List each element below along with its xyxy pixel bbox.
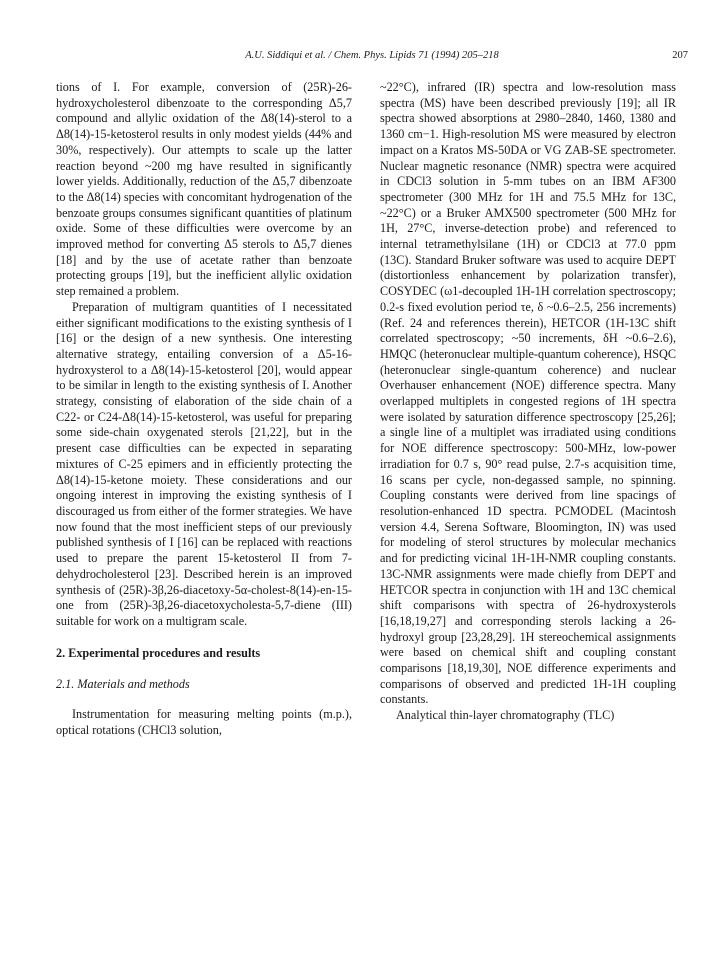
right-paragraph-1: ~22°C), infrared (IR) spectra and low-resolution mass spectra (MS) have been described previously [19]; all IR spectra showed absorptions at 2980–2840, 1460, 1380 and 1360 cm−1. High-resolution MS were measured by electron impact on a Kratos MS-50DA or VG ZAB-SE spectrometer. Nuclear magnetic resonance (NMR) spectra were acquired in CDCl3 solution in 5-mm tubes on an IBM AF300 spectrometer (300 MHz for 1H and 75.5 MHz for 13C, ~22°C) or a Bruker AMX500 spectrometer (500 MHz for 1H, 27°C, inverse-detection probe) and referenced to internal tetramethylsilane (1H) or CDCl3 at 77.0 ppm (13C). Standard Bruker software was used to acquire DEPT (distortionless enhancement by polarization transfer), COSYDEC (ω1-decoupled 1H-1H correlation spectroscopy; 0.2-s fixed evolution period τe, δ ~0.6–2.5, 256 increments) (Ref. 24 and references therein), HETCOR (1H-13C shift correlated spectroscopy; ~50 increments, δH ~0.6–2.6), HMQC (heteronuclear multiple-quantum coherence), HSQC (heteronuclear single-quantum coherence) and nuclear Overhauser enhancement (NOE) difference spectra. Many overlapped multiplets in congested regions of 1H spectra were isolated by saturation difference spectroscopy [25,26]; a single line of a multiplet was irradiated using conditions for NOE difference spectroscopy: 500-MHz, low-power irradiation for 0.7 s, 90° read pulse, 2.7-s acquisition time, 16 scans per cycle, non-degassed sample, no spinning. Coupling constants were derived from line spacings of resolution-enhanced 1D spectra. PCMODEL (Macintosh version 4.4, Serena Software, Bloomington, IN) was used for modeling of sterol structures by molecular mechanics and for predicting vicinal 1H-1H-NMR coupling constants. 13C-NMR assignments were made chiefly from DEPT and HETCOR spectra in conjunction with 1H and 13C chemical shift comparisons with spectra of 26-hydroxysterols [16,18,19,27] and corresponding sterols lacking a 26-hydroxyl group [23,28,29]. 1H stereochemical assignments were based on chemical shift and coupling constant comparisons [18,19,30], NOE difference experiments and comparisons of observed and predicted 1H-1H coupling constants. [380,80,676,707]
running-head [56,50,688,68]
left-paragraph-3: Instrumentation for measuring melting points (m.p.), optical rotations (CHCl3 solution, [56,707,352,737]
journal-citation: A.U. Siddiqui et al. / Chem. Phys. Lipids 71 (1994) 205–218 [245,50,499,61]
subsection-heading: 2.1. Materials and methods [56,677,190,692]
right-column [380,80,676,724]
section-heading: 2. Experimental procedures and results [56,645,261,660]
paragraph-spacer [56,693,352,707]
page-number: 207 [672,50,688,61]
right-paragraph-2: Analytical thin-layer chromatography (TLC) [396,708,615,723]
left-paragraph-2: Preparation of multigram quantities of I necessitated either significant modifications to the existing synthesis of I [16] or the design of a new synthesis. One interesting alternative strategy, entailing conversion of a Δ5-16-hydroxysterol to a Δ8(14)-15-ketosterol [20], would appear to be similar in length to the existing synthesis of I. Another strategy, consisting of elaboration of the side chain of a C22- or C24-Δ8(14)-15-ketosterol, was useful for preparing some side-chain oxygenated sterols [21,22], but in the present case difficulties can be expected in separating mixtures of C-25 epimers and in efficiently protecting the Δ8(14)-15-ketone moiety. These considerations and our ongoing interest in improving the existing synthesis of I discouraged us from either of the former strategies. We have now found that the most inefficient steps of our previously published synthesis of I [16] can be replaced with reactions used to prepare the parent 15-ketosterol II from 7-dehydrocholesterol [23]. Described herein is an improved synthesis of (25R)-3β,26-diacetoxy-5α-cholest-8(14)-en-15-one from (25R)-3β,26-diacetoxycholesta-5,7-diene (III) suitable for work on a multigram scale. [56,299,352,628]
left-column [56,80,352,738]
left-paragraph-1: tions of I. For example, conversion of (25R)-26-hydroxycholesterol dibenzoate to the corresponding Δ5,7 compound and allylic oxidation of the Δ8(14)-sterol to a Δ8(14)-15-ketosterol results in only modest yields (44% and 30%, respectively). Our attempts to scale up the latter reaction beyond ~200 mg have resulted in significantly lower yields. Additionally, reduction of the Δ5,7 dibenzoate to the Δ8(14) species with concomitant hydrogenation of the benzoate groups consumes significant quantities of platinum oxide. Some of these difficulties were overcome by an improved method for converting Δ5 sterols to Δ5,7 dienes [18] and by the use of acetate rather than benzoate protecting groups [19], but the inefficient allylic oxidation step remained a problem. [56,80,352,299]
